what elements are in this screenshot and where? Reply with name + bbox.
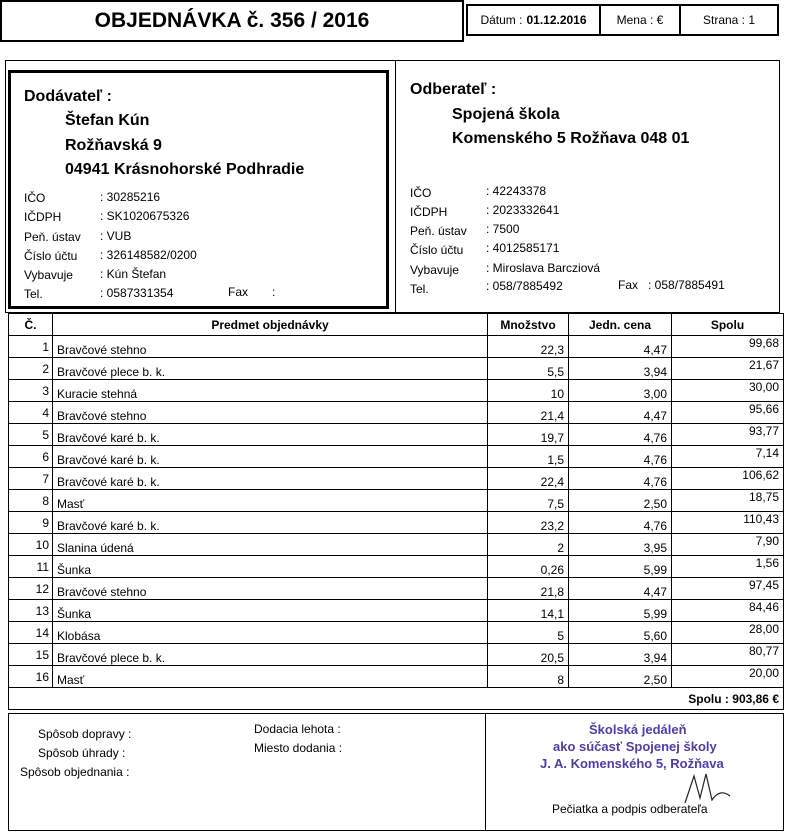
row-qty: 5 <box>488 622 569 644</box>
supplier-icdph-label: IČDPH <box>24 210 62 224</box>
transport-label: Spôsob dopravy : <box>38 727 132 741</box>
row-price: 2,50 <box>569 490 672 512</box>
supplier-ico-value: : 30285216 <box>100 190 161 204</box>
row-number: 1 <box>9 336 53 358</box>
row-price: 4,76 <box>569 446 672 468</box>
parties-divider <box>395 60 396 313</box>
row-number: 8 <box>9 490 53 512</box>
footer-divider <box>485 713 486 831</box>
row-total: 99,68 <box>672 336 784 358</box>
table-row <box>9 600 784 622</box>
table-row <box>9 644 784 666</box>
row-price: 3,00 <box>569 380 672 402</box>
row-item: Masť <box>53 490 488 512</box>
sum-value: 903,86 € <box>732 691 779 706</box>
stamp-line1: Školská jedáleň <box>589 722 687 737</box>
row-qty: 23,2 <box>488 512 569 534</box>
row-qty: 2 <box>488 534 569 556</box>
currency-cell <box>599 4 681 36</box>
col-header-qty: Množstvo <box>488 314 569 336</box>
page-label: Strana : 1 <box>702 13 756 27</box>
row-item: Bravčové plece b. k. <box>53 644 488 666</box>
row-price: 3,94 <box>569 358 672 380</box>
supplier-account-value: : 326148582/0200 <box>100 248 197 262</box>
supplier-tel-label: Tel. <box>24 287 43 301</box>
row-qty: 14,1 <box>488 600 569 622</box>
row-item: Bravčové stehno <box>53 402 488 424</box>
table-row <box>9 534 784 556</box>
sum-row <box>9 688 784 710</box>
row-qty: 22,4 <box>488 468 569 490</box>
row-total: 7,14 <box>672 446 784 468</box>
customer-ico-label: IČO <box>410 186 432 200</box>
row-qty: 19,7 <box>488 424 569 446</box>
date-value: 01.12.2016 <box>526 13 587 27</box>
row-price: 3,94 <box>569 644 672 666</box>
supplier-tel-value: : 0587331354 <box>100 286 174 300</box>
row-qty: 8 <box>488 666 569 688</box>
row-number: 5 <box>9 424 53 446</box>
row-item: Bravčové karé b. k. <box>53 512 488 534</box>
row-qty: 21,4 <box>488 402 569 424</box>
row-total: 21,67 <box>672 358 784 380</box>
row-number: 3 <box>9 380 53 402</box>
row-qty: 22,3 <box>488 336 569 358</box>
row-number: 2 <box>9 358 53 380</box>
row-number: 6 <box>9 446 53 468</box>
supplier-bank-label: Peň. ústav <box>24 230 81 244</box>
row-number: 14 <box>9 622 53 644</box>
row-qty: 7,5 <box>488 490 569 512</box>
row-total: 18,75 <box>672 490 784 512</box>
row-number: 10 <box>9 534 53 556</box>
col-header-price: Jedn. cena <box>569 314 672 336</box>
table-row <box>9 424 784 446</box>
row-total: 80,77 <box>672 644 784 666</box>
row-price: 4,47 <box>569 578 672 600</box>
table-header-row <box>9 314 784 336</box>
date-cell <box>466 4 601 36</box>
table-body <box>9 336 784 688</box>
row-price: 3,95 <box>569 534 672 556</box>
row-qty: 5,5 <box>488 358 569 380</box>
stamp-line2: ako súčasť Spojenej školy <box>553 739 717 754</box>
row-number: 16 <box>9 666 53 688</box>
customer-account-value: : 4012585171 <box>486 241 560 255</box>
customer-tel-value: : 058/7885492 <box>486 279 563 293</box>
supplier-contact-label: Vybavuje <box>24 268 73 282</box>
row-item: Bravčové plece b. k. <box>53 358 488 380</box>
table-row <box>9 512 784 534</box>
row-total: 93,77 <box>672 424 784 446</box>
row-total: 97,45 <box>672 578 784 600</box>
row-qty: 20,5 <box>488 644 569 666</box>
row-item: Kuracie stehná <box>53 380 488 402</box>
supplier-fax-label: Fax <box>228 285 249 299</box>
table-row <box>9 358 784 380</box>
row-total: 106,62 <box>672 468 784 490</box>
row-price: 5,99 <box>569 556 672 578</box>
customer-fax-label: Fax <box>618 278 639 292</box>
table-row <box>9 622 784 644</box>
table-row <box>9 446 784 468</box>
table-row <box>9 556 784 578</box>
table-row <box>9 402 784 424</box>
col-header-total: Spolu <box>672 314 784 336</box>
row-total: 20,00 <box>672 666 784 688</box>
row-item: Masť <box>53 666 488 688</box>
row-price: 5,99 <box>569 600 672 622</box>
row-number: 9 <box>9 512 53 534</box>
supplier-heading: Dodávateľ : <box>24 88 112 105</box>
row-item: Šunka <box>53 600 488 622</box>
customer-name: Spojená škola <box>452 106 560 123</box>
customer-bank-value: : 7500 <box>486 222 520 236</box>
currency-label: Mena : € <box>616 13 664 27</box>
table-row <box>9 468 784 490</box>
col-header-item: Predmet objednávky <box>53 314 488 336</box>
row-item: Bravčové karé b. k. <box>53 424 488 446</box>
row-price: 5,60 <box>569 622 672 644</box>
customer-icdph-value: : 2023332641 <box>486 203 560 217</box>
sum-cell <box>9 688 784 710</box>
page-cell <box>679 4 779 36</box>
delivery-term-label: Dodacia lehota : <box>254 722 341 736</box>
sum-label: Spolu : <box>688 691 729 706</box>
row-total: 84,46 <box>672 600 784 622</box>
supplier-ico-label: IČO <box>24 191 46 205</box>
row-number: 12 <box>9 578 53 600</box>
supplier-name: Štefan Kún <box>65 112 150 129</box>
table-row <box>9 380 784 402</box>
signature-label: Pečiatka a podpis odberateľa <box>552 802 708 816</box>
row-item: Bravčové stehno <box>53 578 488 600</box>
supplier-fax-value: : <box>272 285 276 299</box>
table-row <box>9 490 784 512</box>
customer-icdph-label: IČDPH <box>410 205 448 219</box>
row-item: Šunka <box>53 556 488 578</box>
row-total: 110,43 <box>672 512 784 534</box>
row-number: 11 <box>9 556 53 578</box>
supplier-account-label: Číslo účtu <box>24 249 78 263</box>
customer-bank-label: Peň. ústav <box>410 224 467 238</box>
row-item: Klobása <box>53 622 488 644</box>
supplier-bank-value: : VUB <box>100 229 132 243</box>
row-item: Bravčové karé b. k. <box>53 446 488 468</box>
row-number: 13 <box>9 600 53 622</box>
supplier-icdph-value: : SK1020675326 <box>100 209 190 223</box>
customer-contact-label: Vybavuje <box>410 263 459 277</box>
col-header-no: Č. <box>9 314 53 336</box>
customer-ico-value: : 42243378 <box>486 184 547 198</box>
row-item: Bravčové karé b. k. <box>53 468 488 490</box>
customer-contact-value: : Miroslava Barcziová <box>486 261 601 275</box>
row-number: 7 <box>9 468 53 490</box>
table-row <box>9 578 784 600</box>
table-row <box>9 336 784 358</box>
order-title: OBJEDNÁVKA č. 356 / 2016 <box>0 0 464 42</box>
row-price: 4,76 <box>569 468 672 490</box>
row-total: 1,56 <box>672 556 784 578</box>
customer-account-label: Číslo účtu <box>410 243 464 257</box>
stamp-line3: J. A. Komenského 5, Rožňava <box>540 756 724 771</box>
table-row <box>9 666 784 688</box>
row-price: 4,47 <box>569 402 672 424</box>
delivery-place-label: Miesto dodania : <box>254 741 343 755</box>
row-price: 2,50 <box>569 666 672 688</box>
row-total: 7,90 <box>672 534 784 556</box>
row-price: 4,76 <box>569 512 672 534</box>
supplier-city: 04941 Krásnohorské Podhradie <box>65 161 305 178</box>
customer-tel-label: Tel. <box>410 282 429 296</box>
supplier-contact-value: : Kún Štefan <box>100 267 167 281</box>
row-total: 95,66 <box>672 402 784 424</box>
ordering-label: Spôsob objednania : <box>20 765 130 779</box>
row-number: 4 <box>9 402 53 424</box>
row-total: 28,00 <box>672 622 784 644</box>
row-qty: 0,26 <box>488 556 569 578</box>
supplier-street: Rožňavská 9 <box>65 137 162 154</box>
payment-label: Spôsob úhrady : <box>38 746 126 760</box>
date-label: Dátum : <box>480 13 523 27</box>
row-item: Slanina údená <box>53 534 488 556</box>
row-price: 4,76 <box>569 424 672 446</box>
row-total: 30,00 <box>672 380 784 402</box>
row-qty: 21,8 <box>488 578 569 600</box>
items-table <box>8 313 784 710</box>
row-qty: 1,5 <box>488 446 569 468</box>
row-qty: 10 <box>488 380 569 402</box>
row-number: 15 <box>9 644 53 666</box>
customer-heading: Odberateľ : <box>410 81 497 98</box>
customer-fax-value: : 058/7885491 <box>648 278 725 292</box>
row-item: Bravčové stehno <box>53 336 488 358</box>
row-price: 4,47 <box>569 336 672 358</box>
customer-address: Komenského 5 Rožňava 048 01 <box>452 130 690 147</box>
